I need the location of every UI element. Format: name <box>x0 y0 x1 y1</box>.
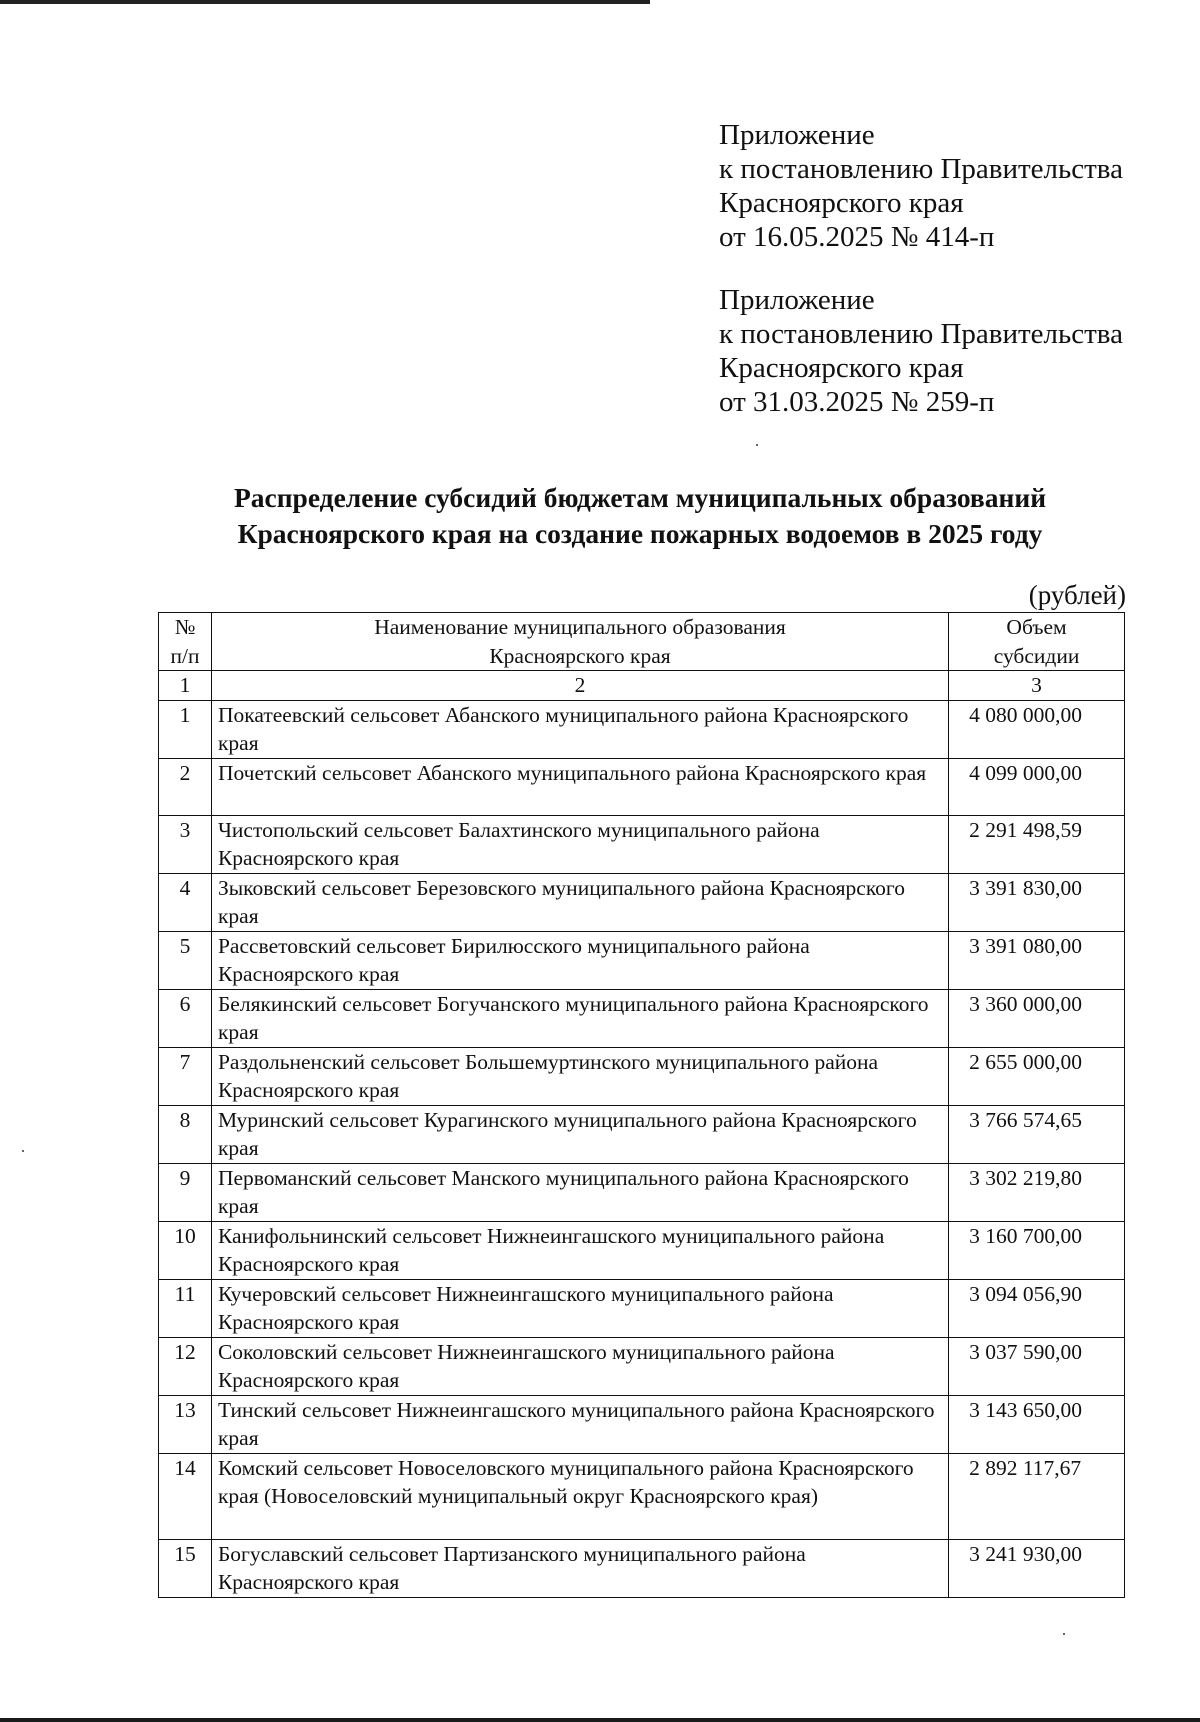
subsidy-amount: 3 143 650,00 <box>949 1395 1125 1453</box>
table-row <box>159 815 1125 873</box>
table-row <box>159 1395 1125 1453</box>
subsidy-amount: 4 080 000,00 <box>949 700 1125 758</box>
scan-speck <box>22 1150 24 1152</box>
subsidy-amount: 4 099 000,00 <box>949 758 1125 815</box>
appendix-resolution: к постановлению Правительства <box>719 153 1123 185</box>
row-number: 3 <box>159 815 212 873</box>
municipality-name: Почетский сельсовет Абанского муниципального района Красноярского края <box>211 758 948 815</box>
column-index-3: 3 <box>949 671 1125 701</box>
row-number: 7 <box>159 1047 212 1105</box>
table-row <box>159 931 1125 989</box>
header-number-line-1: № <box>174 615 196 639</box>
table-header-row <box>159 613 1125 671</box>
row-number: 14 <box>159 1453 212 1539</box>
municipality-name: Рассветовский сельсовет Бирилюсского муниципального района Красноярского края <box>211 931 948 989</box>
units-note: (рублей) <box>1028 580 1126 610</box>
subsidy-amount: 3 302 219,80 <box>949 1163 1125 1221</box>
municipality-name: Тинский сельсовет Нижнеингашского муниципального района Красноярского края <box>211 1395 948 1453</box>
municipality-name: Первоманский сельсовет Манского муниципального района Красноярского края <box>211 1163 948 1221</box>
table-row <box>159 989 1125 1047</box>
header-amount <box>949 613 1125 671</box>
header-name-line-1: Наименование муниципального образования <box>374 615 786 639</box>
row-number: 5 <box>159 931 212 989</box>
subsidy-amount: 3 160 700,00 <box>949 1221 1125 1279</box>
document-title-line-1: Распределение субсидий бюджетам муниципальных образований <box>233 482 1047 513</box>
scan-edge-bottom <box>0 1718 1200 1722</box>
table-row <box>159 758 1125 815</box>
municipality-name: Комский сельсовет Новоселовского муниципального района Красноярского края (Новоселовский муниципальный округ Красноярского края) <box>211 1453 948 1539</box>
municipality-name: Кучеровский сельсовет Нижнеингашского муниципального района Красноярского края <box>211 1279 948 1337</box>
table-row <box>159 1163 1125 1221</box>
row-number: 6 <box>159 989 212 1047</box>
subsidy-amount: 3 391 080,00 <box>949 931 1125 989</box>
municipality-name: Богуславский сельсовет Партизанского муниципального района Красноярского края <box>211 1539 948 1597</box>
municipality-name: Муринский сельсовет Курагинского муниципального района Красноярского края <box>211 1105 948 1163</box>
appendix-resolution: к постановлению Правительства <box>719 318 1123 350</box>
appendix-region: Красноярского края <box>719 352 964 384</box>
row-number: 2 <box>159 758 212 815</box>
table-row <box>159 1279 1125 1337</box>
table-row <box>159 1047 1125 1105</box>
column-index-2: 2 <box>211 671 948 701</box>
header-number-line-2: п/п <box>170 643 200 668</box>
row-number: 9 <box>159 1163 212 1221</box>
subsidy-amount: 2 892 117,67 <box>949 1453 1125 1539</box>
subsidy-amount: 3 360 000,00 <box>949 989 1125 1047</box>
municipality-name: Соколовский сельсовет Нижнеингашского муниципального района Красноярского края <box>211 1337 948 1395</box>
municipality-name: Покатеевский сельсовет Абанского муниципального района Красноярского края <box>211 700 948 758</box>
subsidy-amount: 2 291 498,59 <box>949 815 1125 873</box>
subsidies-table <box>158 612 1125 1598</box>
municipality-name: Чистопольский сельсовет Балахтинского муниципального района Красноярского края <box>211 815 948 873</box>
subsidy-amount: 3 094 056,90 <box>949 1279 1125 1337</box>
table-row <box>159 700 1125 758</box>
appendix-region: Красноярского края <box>719 187 964 219</box>
subsidy-amount: 3 766 574,65 <box>949 1105 1125 1163</box>
scan-edge-top <box>0 0 650 4</box>
header-amount-line-1: Объем <box>1006 615 1067 639</box>
header-number <box>159 613 212 671</box>
table-row <box>159 1337 1125 1395</box>
column-index-row <box>159 671 1125 701</box>
row-number: 13 <box>159 1395 212 1453</box>
subsidy-amount: 3 391 830,00 <box>949 873 1125 931</box>
municipality-name: Зыковский сельсовет Березовского муниципального района Красноярского края <box>211 873 948 931</box>
scan-speck <box>756 444 758 446</box>
row-number: 15 <box>159 1539 212 1597</box>
table-row <box>159 1453 1125 1539</box>
appendix-label: Приложение <box>719 119 875 151</box>
appendix-label: Приложение <box>719 284 875 316</box>
table-row <box>159 1539 1125 1597</box>
document-title <box>0 480 1200 552</box>
header-name <box>211 613 948 671</box>
table-row <box>159 1221 1125 1279</box>
row-number: 4 <box>159 873 212 931</box>
appendix-date-number: от 31.03.2025 № 259-п <box>719 386 995 418</box>
row-number: 1 <box>159 700 212 758</box>
subsidy-amount: 2 655 000,00 <box>949 1047 1125 1105</box>
row-number: 10 <box>159 1221 212 1279</box>
municipality-name: Канифольнинский сельсовет Нижнеингашского муниципального района Красноярского края <box>211 1221 948 1279</box>
document-title-line-2: Красноярского края на создание пожарных водоемов в 2025 году <box>237 518 1043 549</box>
row-number: 11 <box>159 1279 212 1337</box>
row-number: 8 <box>159 1105 212 1163</box>
header-name-line-2: Красноярского края <box>489 643 671 668</box>
scan-speck <box>1063 1633 1065 1635</box>
header-amount-line-2: субсидии <box>993 643 1080 668</box>
table-row <box>159 873 1125 931</box>
appendix-block-original <box>719 283 1123 419</box>
subsidy-amount: 3 037 590,00 <box>949 1337 1125 1395</box>
table-row <box>159 1105 1125 1163</box>
appendix-date-number: от 16.05.2025 № 414-п <box>719 221 995 253</box>
municipality-name: Раздольненский сельсовет Большемуртинского муниципального района Красноярского края <box>211 1047 948 1105</box>
row-number: 12 <box>159 1337 212 1395</box>
column-index-1: 1 <box>159 671 212 701</box>
appendix-block-current <box>719 118 1123 254</box>
subsidy-amount: 3 241 930,00 <box>949 1539 1125 1597</box>
municipality-name: Белякинский сельсовет Богучанского муниципального района Красноярского края <box>211 989 948 1047</box>
